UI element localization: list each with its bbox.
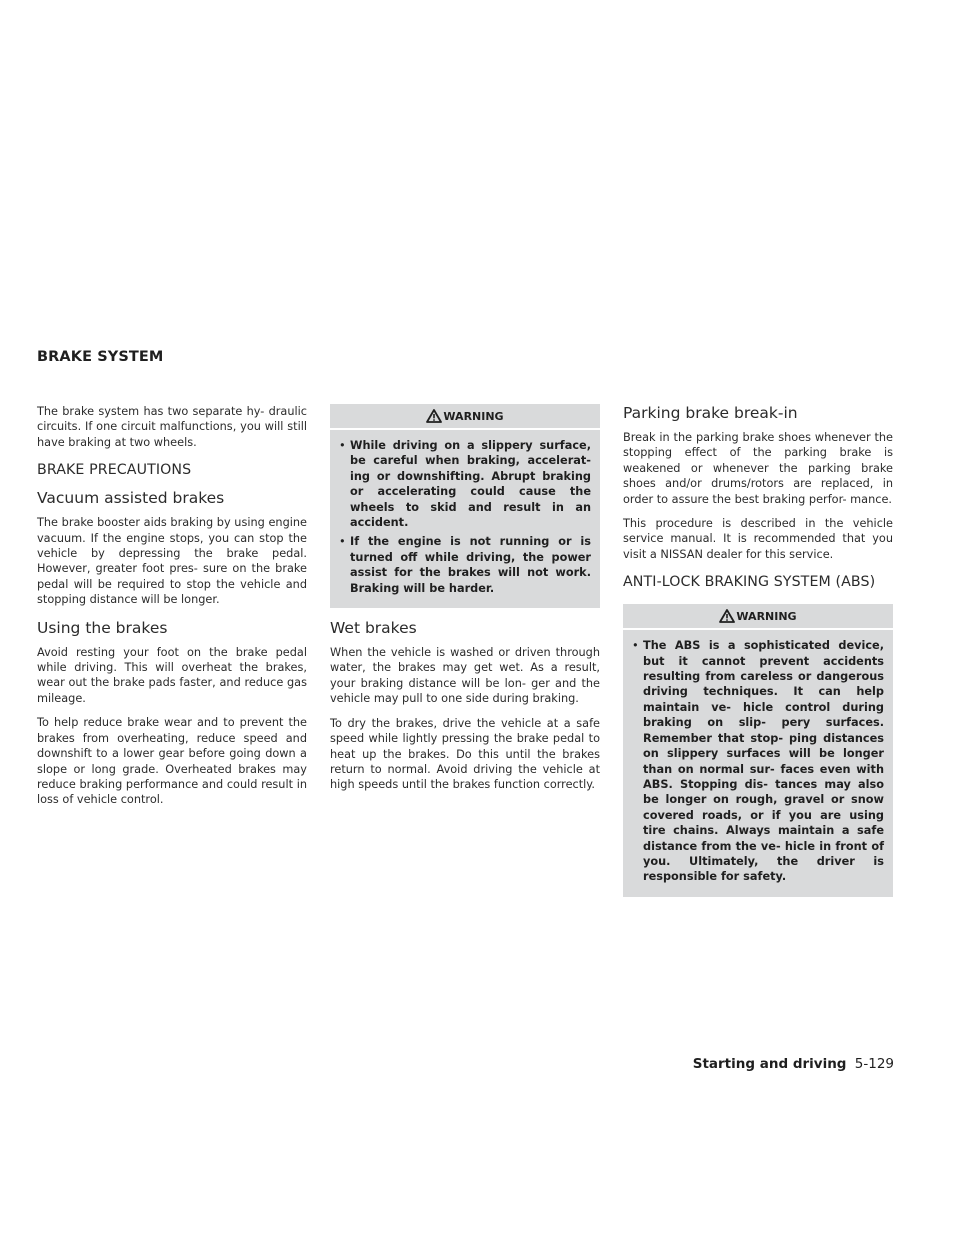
- warning-item: • If the engine is not running or is turned off while driving, the power assist for the brakes will not work. Braking will be harder.: [339, 534, 591, 596]
- warning-header: [330, 404, 600, 430]
- vacuum-paragraph: The brake booster aids braking by using engine vacuum. If the engine stops, you can stop the vehicle by depressing the brake pedal. However, greater foot pres- sure on the brake pedal will be required to stop the vehicle and stopping distance will be longer.: [37, 516, 307, 607]
- intro-paragraph: The brake system has two separate hy- draulic circuits. If one circuit malfunctions, you will still have braking at two wheels.: [37, 405, 307, 449]
- wet-paragraph-2: To dry the brakes, drive the vehicle at a safe speed while lightly pressing the brake pedal to heat up the brakes. Do this until the brakes return to normal. Avoid driving the vehicle at high speeds until the brakes function correctly.: [330, 716, 600, 792]
- heading-parking-brake-break-in: Parking brake break-in: [623, 404, 798, 422]
- warning-list: [339, 438, 591, 596]
- section-title: BRAKE SYSTEM: [37, 349, 164, 365]
- wet-paragraph-1: When the vehicle is washed or driven through water, the brakes may get wet. As a result, your braking distance will be lon- ger and the vehicle may pull to one side during braking.: [330, 646, 600, 706]
- column-left: [37, 404, 307, 817]
- column-right: [623, 404, 893, 901]
- parking-paragraph-1: Break in the parking brake shoes whenever the stopping effect of the parking brake is weakened or whenever the parking brake shoes and/or drums/rotors are replaced, in order to assure the best braking perfor- mance.: [623, 431, 893, 506]
- warning-item: • While driving on a slippery surface, be careful when braking, accelerat- ing or downshifting. Abrupt braking or accelerating could cause the wheels to skid and result in an accident.: [339, 438, 591, 530]
- warning-box-brakes: [330, 404, 600, 608]
- footer-section-name: Starting and driving: [692, 1056, 847, 1072]
- parking-paragraph-2: This procedure is described in the vehicle service manual. It is recommended that you visit a NISSAN dealer for this service.: [623, 517, 893, 561]
- heading-abs: ANTI-LOCK BRAKING SYSTEM (ABS): [623, 574, 876, 591]
- warning-triangle-icon: [426, 409, 442, 423]
- warning-triangle-icon: [719, 609, 735, 623]
- page-footer: [693, 1056, 894, 1072]
- footer-page-number: 5-129: [854, 1056, 894, 1072]
- heading-wet-brakes: Wet brakes: [330, 619, 417, 638]
- heading-vacuum-assisted-brakes: Vacuum assisted brakes: [37, 489, 225, 508]
- warning-list: [632, 638, 884, 885]
- warning-header: [623, 604, 893, 630]
- using-paragraph-2: To help reduce brake wear and to prevent the brakes from overheating, reduce speed and downshift to a lower gear before going down a slope or long grade. Overheated brakes may reduce braking performance and could result in loss of vehicle control.: [37, 716, 307, 807]
- warning-label: WARNING: [443, 409, 504, 423]
- column-middle: [330, 404, 600, 802]
- warning-box-abs: [623, 604, 893, 897]
- heading-using-the-brakes: Using the brakes: [37, 618, 168, 637]
- using-paragraph-1: Avoid resting your foot on the brake pedal while driving. This will overheat the brakes, wear out the brake pads faster, and reduce gas mileage.: [37, 645, 307, 705]
- heading-brake-precautions: BRAKE PRECAUTIONS: [37, 462, 192, 479]
- warning-label: WARNING: [736, 609, 797, 623]
- warning-item: • The ABS is a sophisticated device, but it cannot prevent accidents resulting from careless or dangerous driving techniques. It can help maintain ve- hicle control during braking on slip- pery surfaces. Remember that stop- ping distances on slippery surfaces will be longer than on normal sur- faces even with ABS. Stopping dis- tances may also be longer on rough, gravel or snow covered roads, or if you are using tire chains. Always maintain a safe distance from the ve- hicle in front of you. Ultimately, the driver is responsible for safety.: [632, 638, 884, 885]
